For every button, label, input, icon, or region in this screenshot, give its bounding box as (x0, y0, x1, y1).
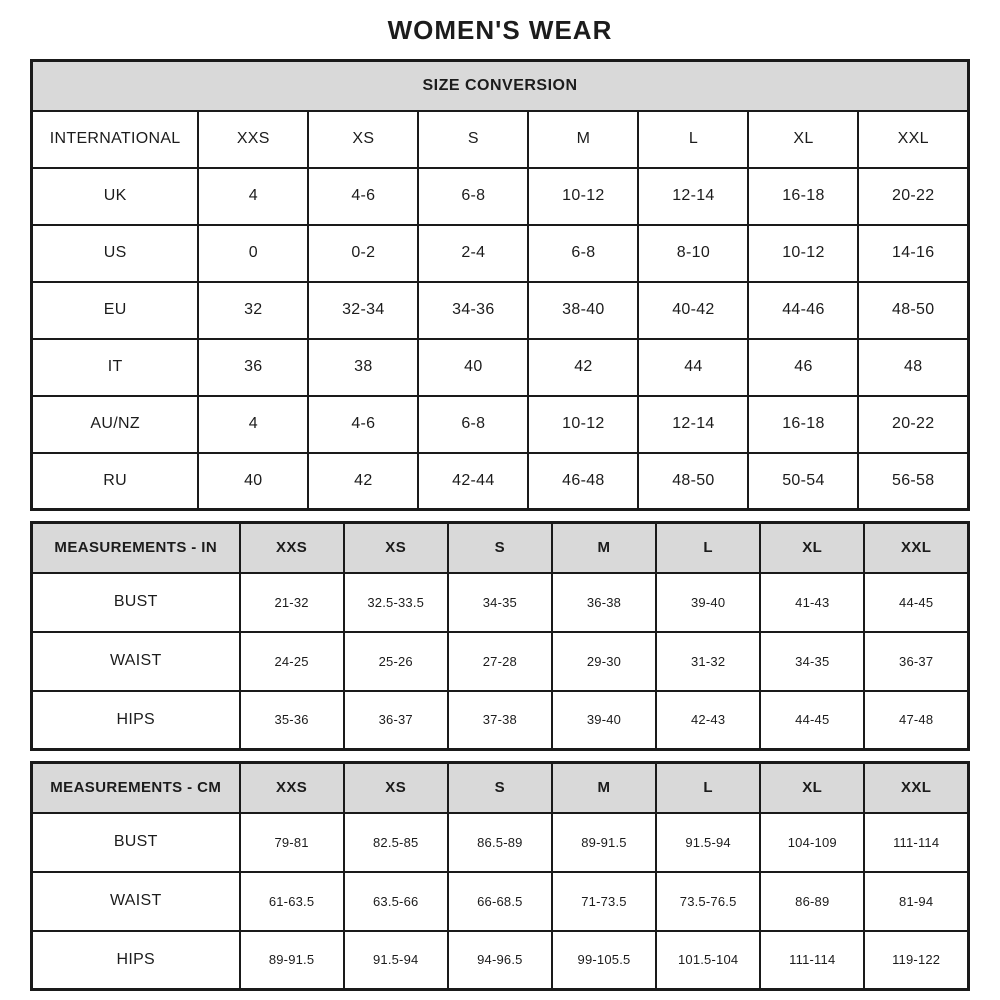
measurement-cell: 21-32 (240, 573, 344, 632)
measurement-cell: 73.5-76.5 (656, 872, 760, 931)
size-cell: 4-6 (308, 396, 418, 453)
size-cell: 32 (198, 282, 308, 339)
measurement-cell: 111-114 (760, 931, 864, 990)
size-cell: 6-8 (528, 225, 638, 282)
measurement-cell: 39-40 (656, 573, 760, 632)
measurement-cell: 81-94 (864, 872, 968, 931)
measurement-cell: 91.5-94 (344, 931, 448, 990)
row-label: AU/NZ (32, 396, 199, 453)
column-header-xxs: XXS (240, 523, 344, 573)
table-row-us (32, 225, 969, 282)
measurement-cell: 61-63.5 (240, 872, 344, 931)
size-cell: 40-42 (638, 282, 748, 339)
measurement-cell: 66-68.5 (448, 872, 552, 931)
measurement-cell: 36-37 (344, 691, 448, 750)
measurement-cell: 119-122 (864, 931, 968, 990)
column-header-xxl: XXL (858, 111, 968, 168)
row-label: BUST (32, 813, 240, 872)
size-cell: 10-12 (528, 168, 638, 225)
measurement-cell: 91.5-94 (656, 813, 760, 872)
size-cell: 46-48 (528, 453, 638, 510)
column-header-s: S (448, 763, 552, 813)
size-conversion-banner-row (32, 61, 969, 111)
size-cell: 6-8 (418, 168, 528, 225)
measurement-cell: 82.5-85 (344, 813, 448, 872)
measurement-cell: 32.5-33.5 (344, 573, 448, 632)
measurement-cell: 99-105.5 (552, 931, 656, 990)
size-cell: 12-14 (638, 396, 748, 453)
row-label: IT (32, 339, 199, 396)
measurement-cell: 41-43 (760, 573, 864, 632)
measurement-cell: 36-38 (552, 573, 656, 632)
measurement-cell: 104-109 (760, 813, 864, 872)
table-row-it (32, 339, 969, 396)
size-cell: 40 (198, 453, 308, 510)
measurement-cell: 79-81 (240, 813, 344, 872)
measurement-cell: 63.5-66 (344, 872, 448, 931)
measurements-cm-header-row (32, 763, 969, 813)
row-label: EU (32, 282, 199, 339)
column-header-xxs: XXS (240, 763, 344, 813)
column-header-xl: XL (760, 523, 864, 573)
size-cell: 32-34 (308, 282, 418, 339)
row-label: WAIST (32, 632, 240, 691)
measurement-cell: 44-45 (864, 573, 968, 632)
size-cell: 14-16 (858, 225, 968, 282)
size-cell: 16-18 (748, 396, 858, 453)
size-cell: 38 (308, 339, 418, 396)
size-cell: 48-50 (858, 282, 968, 339)
measurement-cell: 31-32 (656, 632, 760, 691)
size-cell: 42 (308, 453, 418, 510)
measurements-cm-title: MEASUREMENTS - CM (32, 763, 240, 813)
measurements-cm-table (30, 761, 970, 991)
column-header-xxl: XXL (864, 763, 968, 813)
measurement-cell: 29-30 (552, 632, 656, 691)
size-cell: 2-4 (418, 225, 528, 282)
table-row-eu (32, 282, 969, 339)
size-cell: 42 (528, 339, 638, 396)
page-title: WOMEN'S WEAR (387, 15, 613, 45)
size-cell: 44 (638, 339, 748, 396)
measurement-cell: 111-114 (864, 813, 968, 872)
column-header-xl: XL (760, 763, 864, 813)
column-header-m: M (552, 523, 656, 573)
row-label: RU (32, 453, 199, 510)
measurement-cell: 47-48 (864, 691, 968, 750)
table-row-bust-in (32, 573, 969, 632)
column-header-xs: XS (308, 111, 418, 168)
measurement-cell: 34-35 (448, 573, 552, 632)
size-cell: 44-46 (748, 282, 858, 339)
column-header-l: L (638, 111, 748, 168)
measurement-cell: 34-35 (760, 632, 864, 691)
table-row-uk (32, 168, 969, 225)
size-cell: 38-40 (528, 282, 638, 339)
size-cell: 0 (198, 225, 308, 282)
size-cell: 20-22 (858, 396, 968, 453)
measurement-cell: 44-45 (760, 691, 864, 750)
size-cell: 20-22 (858, 168, 968, 225)
column-header-xxs: XXS (198, 111, 308, 168)
measurement-cell: 89-91.5 (240, 931, 344, 990)
size-cell: 4 (198, 168, 308, 225)
measurement-cell: 27-28 (448, 632, 552, 691)
size-conversion-header-row (32, 111, 969, 168)
measurement-cell: 71-73.5 (552, 872, 656, 931)
row-label: US (32, 225, 199, 282)
column-header-s: S (418, 111, 528, 168)
table-row-waist-cm (32, 872, 969, 931)
size-cell: 36 (198, 339, 308, 396)
row-label: UK (32, 168, 199, 225)
column-header-s: S (448, 523, 552, 573)
size-cell: 16-18 (748, 168, 858, 225)
size-cell: 8-10 (638, 225, 748, 282)
column-header-xxl: XXL (864, 523, 968, 573)
size-cell: 56-58 (858, 453, 968, 510)
size-cell: 50-54 (748, 453, 858, 510)
measurement-cell: 86-89 (760, 872, 864, 931)
size-cell: 48-50 (638, 453, 748, 510)
column-header-xs: XS (344, 763, 448, 813)
size-cell: 40 (418, 339, 528, 396)
measurements-in-title: MEASUREMENTS - IN (32, 523, 240, 573)
size-cell: 0-2 (308, 225, 418, 282)
table-row-hips-cm (32, 931, 969, 990)
size-cell: 48 (858, 339, 968, 396)
measurement-cell: 35-36 (240, 691, 344, 750)
column-header-xs: XS (344, 523, 448, 573)
measurement-cell: 89-91.5 (552, 813, 656, 872)
column-header-m: M (552, 763, 656, 813)
size-cell: 42-44 (418, 453, 528, 510)
row-label: HIPS (32, 691, 240, 750)
table-row-hips-in (32, 691, 969, 750)
table-row-ru (32, 453, 969, 510)
column-header-m: M (528, 111, 638, 168)
measurement-cell: 94-96.5 (448, 931, 552, 990)
column-header-l: L (656, 763, 760, 813)
table-row-aunz (32, 396, 969, 453)
measurements-in-table (30, 521, 970, 751)
row-label: BUST (32, 573, 240, 632)
measurement-cell: 25-26 (344, 632, 448, 691)
table-row-bust-cm (32, 813, 969, 872)
size-cell: 6-8 (418, 396, 528, 453)
size-cell: 12-14 (638, 168, 748, 225)
measurement-cell: 24-25 (240, 632, 344, 691)
table-row-waist-in (32, 632, 969, 691)
measurement-cell: 39-40 (552, 691, 656, 750)
size-cell: 46 (748, 339, 858, 396)
measurement-cell: 86.5-89 (448, 813, 552, 872)
column-header-xl: XL (748, 111, 858, 168)
size-cell: 10-12 (528, 396, 638, 453)
measurements-in-header-row (32, 523, 969, 573)
size-conversion-banner: SIZE CONVERSION (32, 61, 969, 111)
size-cell: 4 (198, 396, 308, 453)
size-cell: 4-6 (308, 168, 418, 225)
size-conversion-table (30, 59, 970, 511)
size-cell: 34-36 (418, 282, 528, 339)
measurement-cell: 42-43 (656, 691, 760, 750)
row-label: WAIST (32, 872, 240, 931)
measurement-cell: 101.5-104 (656, 931, 760, 990)
measurement-cell: 36-37 (864, 632, 968, 691)
measurement-cell: 37-38 (448, 691, 552, 750)
size-cell: 10-12 (748, 225, 858, 282)
column-header-international: INTERNATIONAL (32, 111, 199, 168)
column-header-l: L (656, 523, 760, 573)
row-label: HIPS (32, 931, 240, 990)
